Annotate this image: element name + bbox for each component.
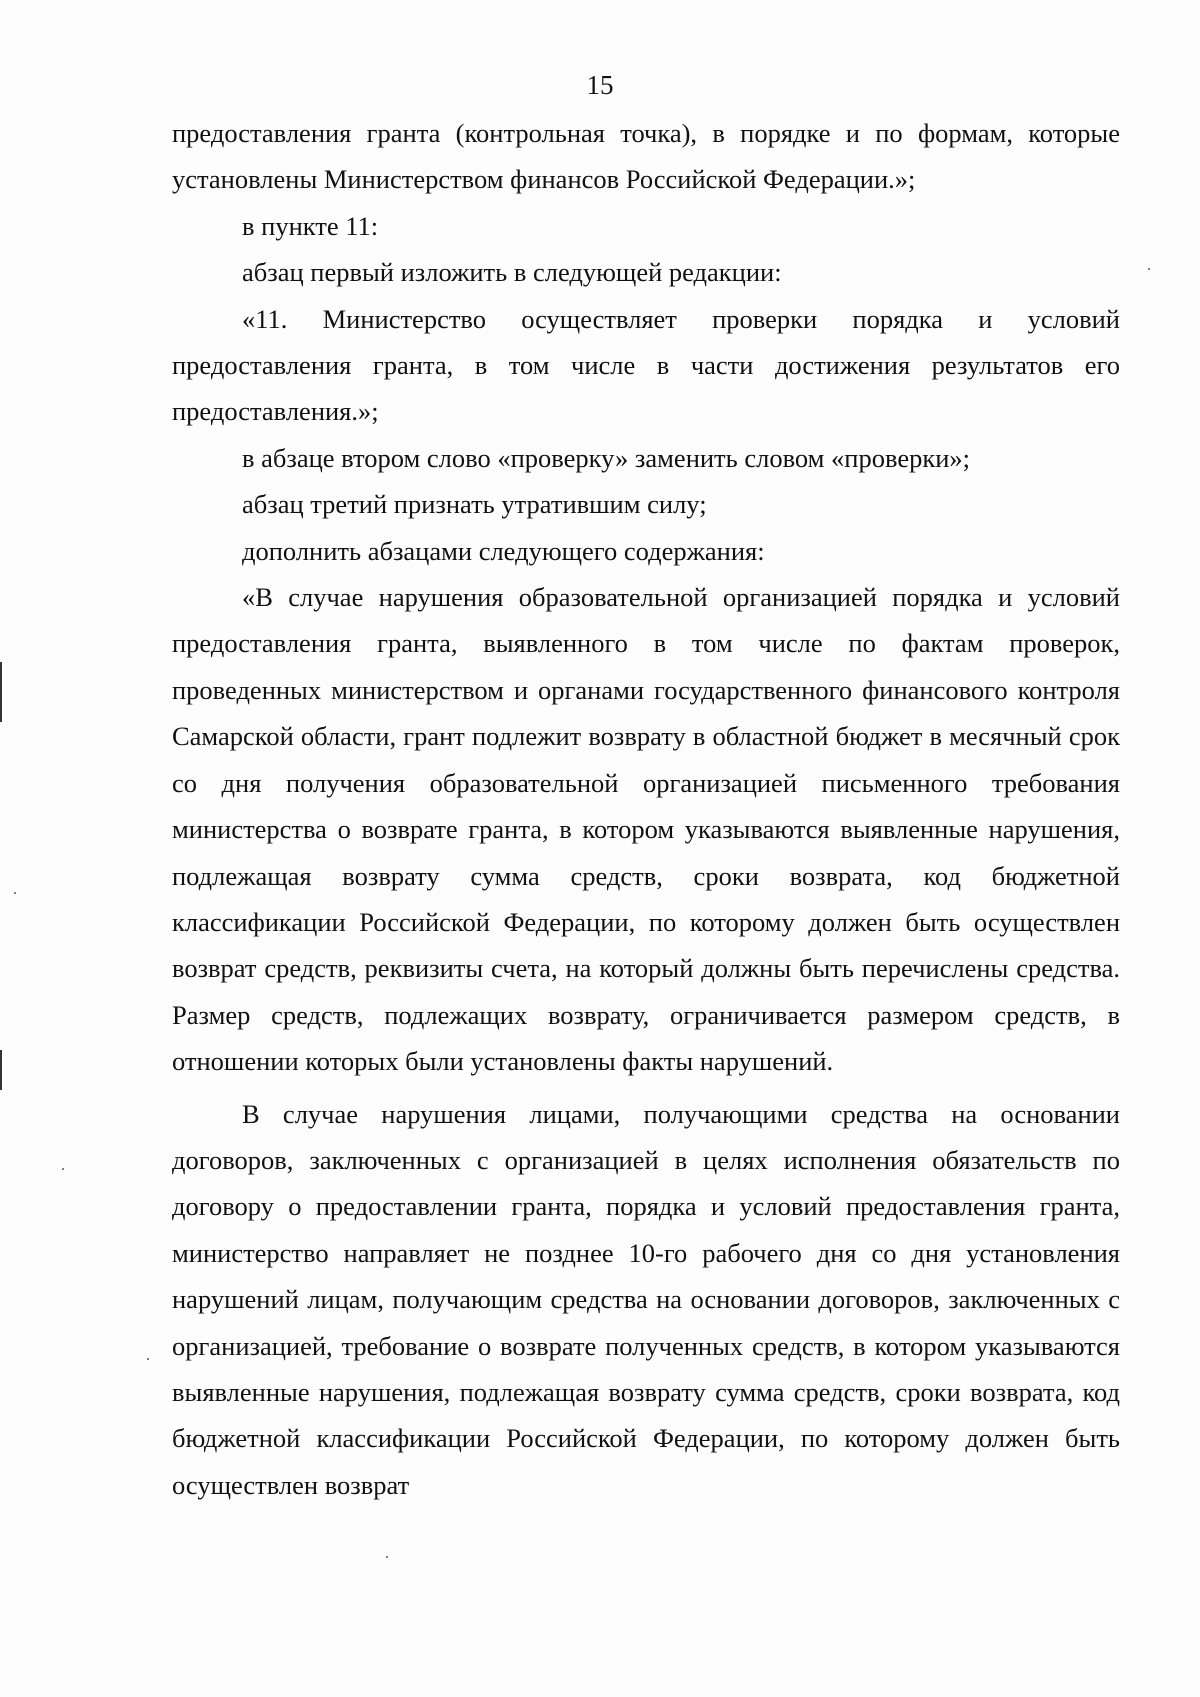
paragraph-second-abzats-replace: в абзаце втором слово «проверку» заменить словом «проверки»;	[242, 442, 971, 473]
scan-speck	[14, 892, 16, 894]
scan-speck	[1148, 268, 1150, 270]
scan-edge-mark	[0, 662, 2, 722]
paragraph-first-abzats-instruction: абзац первый изложить в следующей редакции:	[242, 257, 782, 288]
paragraph-grant-return-organization: «В случае нарушения образовательной организацией порядка и условий предоставления гранта, выявленного в том числе по фактам проверок, проведенных министерством и органами государственного финансового контроля Самарской области, грант подлежит возврату в областной бюджет в месячный срок со дня получения образовательной организацией письменного требования министерства о возврате гранта, в котором указываются выявленные нарушения, подлежащая возврату сумма средств, сроки возврата, код бюджетной классификации Российской Федерации, по которому должен быть осуществлен возврат средств, реквизиты счета, на который должны быть перечислены средства. Размер средств, подлежащих возврату, ограничивается размером средств, в отношении которых были установлены факты нарушений.	[172, 582, 1120, 1077]
paragraph-supplement-instruction: дополнить абзацами следующего содержания:	[242, 535, 765, 566]
document-body	[172, 110, 1120, 1508]
scan-speck	[62, 1168, 64, 1170]
page-number: 15	[586, 70, 614, 100]
paragraph-item-11-text: «11. Министерство осуществляет проверки порядка и условий предоставления гранта, в том числе в части достижения результатов его предоставления.»;	[172, 303, 1120, 427]
paragraph-continuation: предоставления гранта (контрольная точка), в порядке и по формам, которые установлены Министерством финансов Российской Федерации.»;	[172, 118, 1120, 195]
paragraph-third-abzats-void: абзац третий признать утратившим силу;	[242, 489, 707, 520]
scan-speck	[147, 1358, 149, 1360]
scan-edge-mark	[0, 1050, 2, 1090]
paragraph-grant-return-contractors: В случае нарушения лицами, получающими средства на основании договоров, заключенных с организацией в целях исполнения обязательств по договору о предоставлении гранта, порядка и условий предоставления гранта, министерство направляет не позднее 10-го рабочего дня со дня установления нарушений лицам, получающим средства на основании договоров, заключенных с организацией, требование о возврате полученных средств, в котором указываются выявленные нарушения, подлежащая возврату сумма средств, сроки возврата, код бюджетной классификации Российской Федерации, по которому должен быть осуществлен возврат	[172, 1098, 1120, 1500]
paragraph-item-11-heading: в пункте 11:	[242, 210, 379, 241]
scan-speck	[386, 1556, 388, 1558]
